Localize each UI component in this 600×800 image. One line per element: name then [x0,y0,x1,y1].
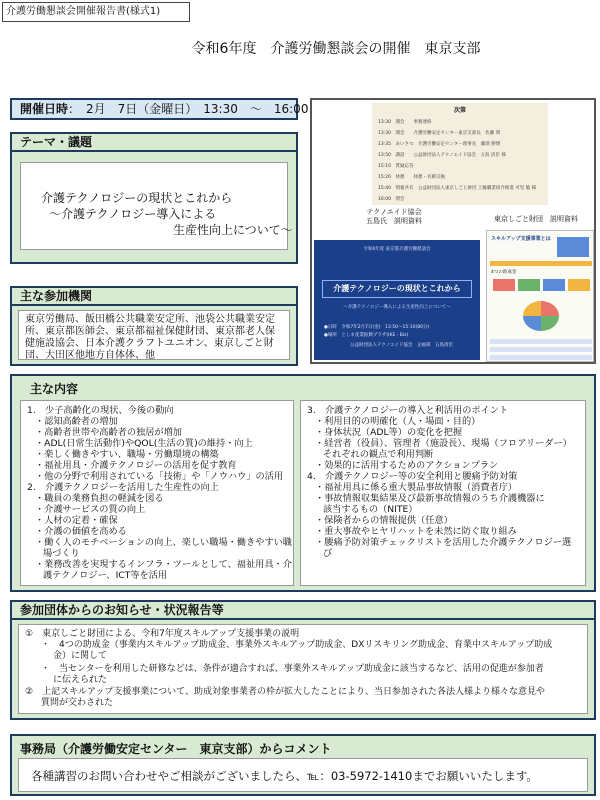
report-line: ② 上記スキルアップ支援事業について、助成対象事業者の枠が拡大したことにより、当日参加された各法人様より様々な意見や [25,687,545,697]
slide-band [490,347,592,352]
slide-title: 介護テクノロジーの現状とこれから [322,280,472,298]
office-comment-text: 各種講習のお問い合わせやご相談がございましたら、℡：03-5972-1410までお願いいたします。 [31,769,538,783]
office-comment-heading: 事務局（介護労働安定センター 東京支部）からコメント [20,742,332,756]
reports-heading: 参加団体からのお知らせ・状況報告等 [10,600,596,620]
content-item: ・他の分野で利用されている「技術」や「ノウハウ」の活用 [35,471,284,482]
content-item: び [323,548,333,559]
slide-header: 令和6年度 東京都介護労働懇談会 [363,247,431,252]
agenda-row: 13:30 開会 介護労働安定センター東京支部長 佐藤 明 [378,131,501,136]
content-item: 1. 少子高齢化の現状、今後の動向 [27,405,174,416]
slide-band [490,261,592,266]
content-left-column [20,400,294,586]
main-content-panel [10,374,596,592]
content-item: ・職員の業務負担の軽減を図る [35,493,164,504]
meeting-materials-photo [310,98,596,364]
content-item: それぞれの観点で利用判断 [323,449,434,460]
theme-panel [10,152,298,264]
shigoto-zaidan-slide [486,230,594,362]
theme-line-2: 〜介護テクノロジー導入による [49,207,217,221]
caption-technoaid [366,208,422,226]
caption-shigoto-zaidan: 東京しごと財団 説明資料 [494,215,578,223]
grant-box [543,279,565,291]
content-item: ・効果的に活用するためのアクションプラン [315,460,499,471]
content-item: ・保険者からの情報提供（任意） [315,515,453,526]
content-item: 4. 介護テクノロジー等の安全利用と腰痛予防対策 [307,471,518,482]
report-line: ・ 当センターを利用した研修などは、条件が適合すれば、事業外スキルアップ助成金に該当するなど、活用の促進が参加者 [41,664,544,674]
grant-box [493,279,515,291]
agenda-title: 次第 [453,107,466,114]
slide-date: ●日時 令和7年2月7日(金) 13:50〜15:10(80分) [324,325,430,330]
right-slide-title: スキルアップ支援事業とは [491,236,551,242]
content-item: ・腰痛予防対策チェックリストを活用した介護テクノロジー選 [315,537,572,548]
content-item: ・身体状況（ADL等）の変化を把握 [315,427,463,438]
agenda-sheet [372,103,548,205]
content-item: ・事故情報収集結果及び最新事故情報のうち介護機器に [315,493,545,504]
content-item: ・楽しく働きやすい、職場・労働環境の構築 [35,449,219,460]
content-item: ・認知高齢者の増加 [35,416,118,427]
office-comment-box [18,758,588,792]
content-item: 該当するもの（NITE） [323,504,418,515]
date-bar [10,98,309,120]
agenda-row: 15:10 質疑応答 [378,164,414,169]
form-label: 介護労働懇談会開催報告書(様式1) [2,2,190,22]
theme-heading: テーマ・議題 [10,132,298,152]
main-content-heading: 主な内容 [30,382,79,396]
slide-subtitle: 〜介護テクノロジー導入による生産性向上について〜 [343,305,451,310]
page-title: 令和6年度 介護労働懇談会の開催 東京支部 [191,41,481,57]
date-label: 開催日時 [20,102,69,116]
content-item: ・重大事故やヒヤリハットを未然に防ぐ取り組み [315,526,517,537]
caption-technoaid-line1: テクノエイド協会 [366,208,422,216]
caption-technoaid-line2: 五島氏 説明資料 [366,217,422,225]
content-item: ・高齢者世帯や高齢者の独居が増加 [35,427,182,438]
right-slide-subtitle: 4つの助成金 [491,270,517,275]
technoaid-slide [314,240,480,360]
content-item: ・ADL(日常生活動作)やQOL(生活の質)の維持・向上 [35,438,253,449]
office-comment-panel [10,734,596,796]
content-item: 護テクノロジー、ICT等を活用 [43,570,168,581]
report-line: ① 東京しごと財団による、令和7年度スキルアップ支援事業の説明 [25,629,300,639]
slide-band [490,339,592,344]
content-item: ・福祉用具・介護テクノロジーの活用を促す教育 [35,460,237,471]
report-line: に伝えられた [53,675,108,685]
agenda-row: 13:30 開会 事務連絡 [378,120,432,125]
participants-panel [10,306,298,366]
slide-place: ●場所 としま産業振興プラザ(IKE・Biz) [324,333,409,338]
content-item: 3. 介護テクノロジーの導入と利活用のポイント [307,405,509,416]
date-value: ： 2月 7日（金曜日） 13:30 〜 16:00 [68,102,309,116]
slide-org: 公益財団法人テクノエイド協会 企画部 五島清臣 [350,343,454,348]
content-item: ・利用目的の明確化（人・場面・目的） [315,416,481,427]
theme-line-1: 介護テクノロジーの現状とこれから [41,191,233,205]
agenda-row: 15:20 休憩 休憩・名刺交換 [378,175,445,180]
reports-panel [10,620,596,720]
participants-text: 東京労働局、飯田橋公共職業安定所、池袋公共職業安定所、東京都医師会、東京都福祉保健財団、東京都老人保健施設協会、日本介護クラフトユニオン、東京しごと財団、大田区他地方自体体、他 [18,310,290,360]
content-item: ・業務改善を実現するインフラ・ツールとして、福祉用具・介 [35,559,292,570]
report-line: ・ 4つの助成金（事業内スキルアップ助成金、事業外スキルアップ助成金、DXリスキリング助成金、育業中スキルアップ助成 [41,640,553,650]
agenda-row: 13:50 講話 公益財団法人テクノエイド協会 五島 清臣 様 [378,153,506,158]
content-right-column [300,400,586,586]
content-item: ・介護の価値を高める [35,526,127,537]
content-item: ・働く人のモチベーションの向上、楽しい職場・働きやすい職 [35,537,292,548]
content-item: ・経営者（役員）、管理者（施設長）、現場（フロアリーダー） [315,438,572,449]
content-item: ・福祉用具に係る重大製品事故情報（消費者庁） [315,482,518,493]
cycle-diagram [523,301,559,331]
grant-box [518,279,540,291]
participants-heading: 主な参加機関 [10,286,298,306]
content-item: 2. 介護テクノロジーを活用した生産性の向上 [27,482,219,493]
report-line: 質問が交わされた [41,698,114,708]
agenda-row: 16:00 閉会 [378,197,405,202]
theme-line-3: 生産性向上について〜 [173,223,293,237]
reports-box [18,624,588,714]
report-line: 金）に関して [53,651,108,661]
slide-band [490,355,592,360]
agenda-row: 13:35 あいさつ 介護労働安定センター理事長 藤澤 勝博 [378,142,501,147]
theme-box [20,162,293,250]
content-item: 場づくり [43,548,80,559]
stairs-illustration [557,237,589,257]
agenda-row: 15:40 情報共有 公益財団法人東京しごと財団 上級職業紹介推進 可児 敏 様 [378,186,537,191]
content-item: ・介護サービスの質の向上 [35,504,146,515]
content-item: ・人材の定着・確保 [35,515,118,526]
grant-box [568,279,590,291]
